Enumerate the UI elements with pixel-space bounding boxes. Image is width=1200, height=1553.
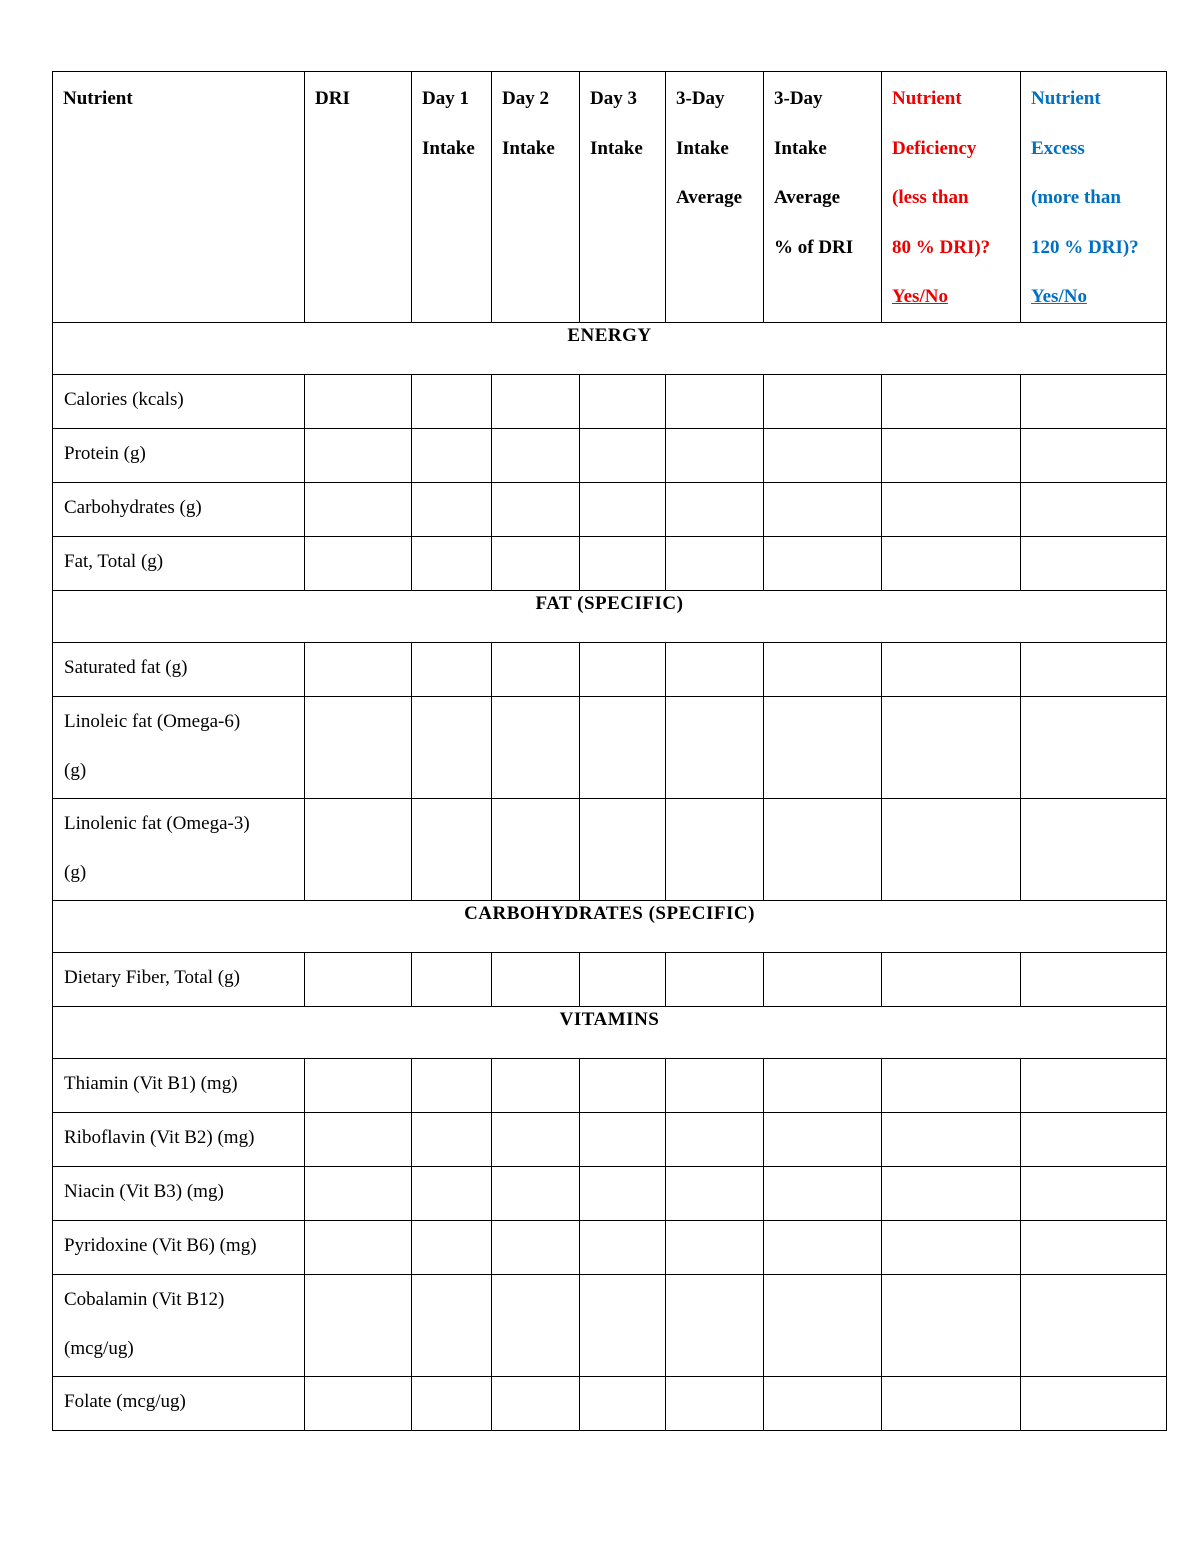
input-cell[interactable] — [412, 696, 492, 798]
nutrient-label: Linoleic fat (Omega-6) (g) — [64, 710, 241, 781]
input-cell[interactable] — [492, 428, 580, 482]
input-cell[interactable] — [666, 798, 764, 900]
header-deficiency: Nutrient Deficiency (less than 80 % DRI)? Yes/No — [882, 72, 1021, 323]
input-cell[interactable] — [580, 952, 666, 1006]
input-cell[interactable] — [1021, 1112, 1167, 1166]
header-excess: Nutrient Excess (more than 120 % DRI)? Yes/No — [1021, 72, 1167, 323]
input-cell[interactable] — [1021, 952, 1167, 1006]
input-cell[interactable] — [882, 1220, 1021, 1274]
row-cobalamin — [53, 1274, 1167, 1376]
input-cell[interactable] — [492, 1274, 580, 1376]
input-cell[interactable] — [580, 642, 666, 696]
input-cell[interactable] — [764, 374, 882, 428]
input-cell[interactable] — [1021, 1166, 1167, 1220]
row-fat-total — [53, 536, 1167, 590]
section-title: CARBOHYDRATES (SPECIFIC) — [464, 902, 755, 924]
input-cell[interactable] — [764, 1112, 882, 1166]
input-cell[interactable] — [764, 798, 882, 900]
input-cell[interactable] — [1021, 482, 1167, 536]
input-cell[interactable] — [882, 374, 1021, 428]
input-cell[interactable] — [305, 1376, 412, 1430]
input-cell[interactable] — [305, 642, 412, 696]
input-cell[interactable] — [305, 482, 412, 536]
header-day2: Day 2 Intake — [492, 72, 580, 323]
input-cell[interactable] — [764, 536, 882, 590]
excess-yes-no: Yes/No — [1031, 286, 1087, 307]
input-cell[interactable] — [492, 374, 580, 428]
input-cell[interactable] — [764, 1376, 882, 1430]
row-riboflavin — [53, 1112, 1167, 1166]
input-cell[interactable] — [305, 1058, 412, 1112]
input-cell[interactable] — [764, 1166, 882, 1220]
input-cell[interactable] — [882, 536, 1021, 590]
input-cell[interactable] — [305, 1220, 412, 1274]
input-cell[interactable] — [1021, 428, 1167, 482]
input-cell[interactable] — [1021, 642, 1167, 696]
row-calories — [53, 374, 1167, 428]
section-vitamins — [53, 1006, 1167, 1058]
header-3day-percent-dri: 3-Day Intake Average % of DRI — [764, 72, 882, 323]
header-row — [53, 72, 1167, 323]
input-cell[interactable] — [412, 482, 492, 536]
section-title: VITAMINS — [559, 1008, 660, 1030]
input-cell[interactable] — [666, 1376, 764, 1430]
nutrient-label: Dietary Fiber, Total (g) — [64, 966, 240, 988]
input-cell[interactable] — [492, 1376, 580, 1430]
nutrient-label: Pyridoxine (Vit B6) (mg) — [64, 1234, 257, 1256]
header-dri: DRI — [305, 72, 412, 323]
input-cell[interactable] — [1021, 696, 1167, 798]
input-cell[interactable] — [412, 536, 492, 590]
input-cell[interactable] — [666, 696, 764, 798]
input-cell[interactable] — [492, 696, 580, 798]
header-day3: Day 3 Intake — [580, 72, 666, 323]
nutrient-label: Folate (mcg/ug) — [64, 1390, 186, 1412]
input-cell[interactable] — [882, 798, 1021, 900]
section-energy — [53, 322, 1167, 374]
nutrient-label: Fat, Total (g) — [64, 550, 164, 572]
input-cell[interactable] — [580, 482, 666, 536]
nutrient-label: Carbohydrates (g) — [64, 496, 202, 518]
nutrient-label: Saturated fat (g) — [64, 656, 188, 678]
row-pyridoxine — [53, 1220, 1167, 1274]
input-cell[interactable] — [492, 1166, 580, 1220]
nutrient-label: Cobalamin (Vit B12) (mcg/ug) — [64, 1288, 225, 1359]
row-linolenic-fat — [53, 798, 1167, 900]
input-cell[interactable] — [764, 642, 882, 696]
input-cell[interactable] — [580, 374, 666, 428]
nutrient-label: Protein (g) — [64, 442, 146, 464]
input-cell[interactable] — [764, 1058, 882, 1112]
input-cell[interactable] — [412, 1220, 492, 1274]
input-cell[interactable] — [666, 642, 764, 696]
input-cell[interactable] — [580, 1112, 666, 1166]
input-cell[interactable] — [882, 428, 1021, 482]
input-cell[interactable] — [764, 482, 882, 536]
nutrient-label: Linolenic fat (Omega-3) (g) — [64, 812, 250, 883]
input-cell[interactable] — [882, 642, 1021, 696]
deficiency-yes-no: Yes/No — [892, 286, 948, 307]
input-cell[interactable] — [305, 1166, 412, 1220]
input-cell[interactable] — [412, 1058, 492, 1112]
input-cell[interactable] — [764, 1274, 882, 1376]
row-thiamin — [53, 1058, 1167, 1112]
input-cell[interactable] — [1021, 1220, 1167, 1274]
input-cell[interactable] — [764, 1220, 882, 1274]
section-fat-specific — [53, 590, 1167, 642]
input-cell[interactable] — [666, 374, 764, 428]
row-linoleic-fat — [53, 696, 1167, 798]
input-cell[interactable] — [580, 1166, 666, 1220]
input-cell[interactable] — [882, 952, 1021, 1006]
header-3day-average: 3-Day Intake Average — [666, 72, 764, 323]
input-cell[interactable] — [412, 374, 492, 428]
row-folate — [53, 1376, 1167, 1430]
input-cell[interactable] — [666, 482, 764, 536]
input-cell[interactable] — [882, 1376, 1021, 1430]
input-cell[interactable] — [764, 696, 882, 798]
input-cell[interactable] — [580, 536, 666, 590]
input-cell[interactable] — [492, 1220, 580, 1274]
input-cell[interactable] — [492, 1058, 580, 1112]
input-cell[interactable] — [305, 1112, 412, 1166]
nutrient-label: Thiamin (Vit B1) (mg) — [64, 1072, 238, 1094]
input-cell[interactable] — [305, 1274, 412, 1376]
input-cell[interactable] — [492, 642, 580, 696]
input-cell[interactable] — [412, 1112, 492, 1166]
input-cell[interactable] — [1021, 374, 1167, 428]
input-cell[interactable] — [666, 1274, 764, 1376]
input-cell[interactable] — [882, 1058, 1021, 1112]
header-nutrient: Nutrient — [53, 72, 305, 323]
row-protein — [53, 428, 1167, 482]
input-cell[interactable] — [666, 1220, 764, 1274]
input-cell[interactable] — [882, 1166, 1021, 1220]
input-cell[interactable] — [1021, 798, 1167, 900]
row-dietary-fiber — [53, 952, 1167, 1006]
nutrient-label: Riboflavin (Vit B2) (mg) — [64, 1126, 255, 1148]
input-cell[interactable] — [580, 1274, 666, 1376]
section-title: FAT (SPECIFIC) — [535, 592, 684, 614]
input-cell[interactable] — [666, 536, 764, 590]
input-cell[interactable] — [882, 1274, 1021, 1376]
input-cell[interactable] — [882, 482, 1021, 536]
input-cell[interactable] — [580, 1220, 666, 1274]
input-cell[interactable] — [412, 642, 492, 696]
input-cell[interactable] — [305, 696, 412, 798]
input-cell[interactable] — [492, 482, 580, 536]
input-cell[interactable] — [580, 428, 666, 482]
input-cell[interactable] — [492, 1112, 580, 1166]
input-cell[interactable] — [882, 696, 1021, 798]
header-day1: Day 1 Intake — [412, 72, 492, 323]
nutrient-label: Calories (kcals) — [64, 388, 184, 410]
input-cell[interactable] — [305, 536, 412, 590]
row-saturated-fat — [53, 642, 1167, 696]
input-cell[interactable] — [412, 1376, 492, 1430]
input-cell[interactable] — [412, 428, 492, 482]
input-cell[interactable] — [1021, 536, 1167, 590]
input-cell[interactable] — [580, 798, 666, 900]
input-cell[interactable] — [882, 1112, 1021, 1166]
input-cell[interactable] — [305, 798, 412, 900]
input-cell[interactable] — [305, 428, 412, 482]
input-cell[interactable] — [666, 428, 764, 482]
input-cell[interactable] — [580, 696, 666, 798]
section-carbohydrates-specific — [53, 900, 1167, 952]
nutrient-table — [52, 71, 1167, 1431]
input-cell[interactable] — [666, 1166, 764, 1220]
input-cell[interactable] — [764, 428, 882, 482]
input-cell[interactable] — [666, 1058, 764, 1112]
input-cell[interactable] — [580, 1058, 666, 1112]
nutrient-label: Niacin (Vit B3) (mg) — [64, 1180, 224, 1202]
input-cell[interactable] — [412, 1274, 492, 1376]
input-cell[interactable] — [764, 952, 882, 1006]
input-cell[interactable] — [580, 1376, 666, 1430]
row-carbohydrates — [53, 482, 1167, 536]
input-cell[interactable] — [412, 798, 492, 900]
input-cell[interactable] — [1021, 1058, 1167, 1112]
input-cell[interactable] — [492, 536, 580, 590]
row-niacin — [53, 1166, 1167, 1220]
input-cell[interactable] — [666, 1112, 764, 1166]
input-cell[interactable] — [492, 952, 580, 1006]
nutrient-worksheet — [52, 71, 1166, 1431]
input-cell[interactable] — [1021, 1376, 1167, 1430]
input-cell[interactable] — [305, 952, 412, 1006]
input-cell[interactable] — [412, 952, 492, 1006]
input-cell[interactable] — [1021, 1274, 1167, 1376]
input-cell[interactable] — [412, 1166, 492, 1220]
input-cell[interactable] — [305, 374, 412, 428]
input-cell[interactable] — [492, 798, 580, 900]
section-title: ENERGY — [567, 324, 652, 346]
input-cell[interactable] — [666, 952, 764, 1006]
